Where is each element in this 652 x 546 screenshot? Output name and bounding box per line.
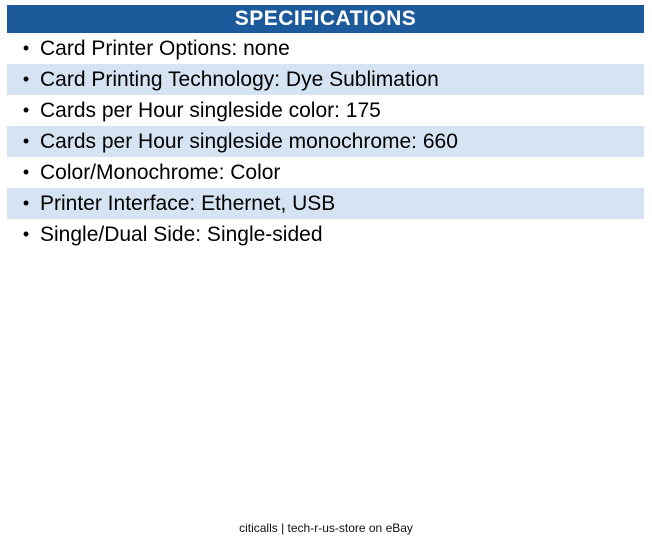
spec-text: Cards per Hour singleside color: 175	[40, 98, 381, 122]
bullet-icon: •	[22, 38, 30, 58]
footer-credit: citicalls | tech-r-us-store on eBay	[239, 521, 413, 535]
bullet-icon: •	[22, 131, 30, 151]
spec-text: Single/Dual Side: Single-sided	[40, 222, 323, 246]
bullet-icon: •	[22, 69, 30, 89]
bullet-icon: •	[22, 224, 30, 244]
spec-row	[7, 64, 644, 95]
spec-text: Card Printer Options: none	[40, 36, 290, 60]
bullet-icon: •	[22, 100, 30, 120]
spec-row	[7, 188, 644, 219]
spec-text: Cards per Hour singleside monochrome: 660	[40, 129, 458, 153]
specifications-list	[7, 33, 644, 250]
spec-text: Color/Monochrome: Color	[40, 160, 281, 184]
spec-text: Printer Interface: Ethernet, USB	[40, 191, 336, 215]
spec-row	[7, 219, 644, 250]
spec-text: Card Printing Technology: Dye Sublimation	[40, 67, 439, 91]
specifications-table	[7, 5, 644, 250]
bullet-icon: •	[22, 193, 30, 213]
bullet-icon: •	[22, 162, 30, 182]
specifications-title: SPECIFICATIONS	[234, 7, 417, 30]
spec-row	[7, 33, 644, 64]
spec-row	[7, 126, 644, 157]
specifications-header	[7, 5, 644, 33]
spec-row	[7, 95, 644, 126]
spec-row	[7, 157, 644, 188]
